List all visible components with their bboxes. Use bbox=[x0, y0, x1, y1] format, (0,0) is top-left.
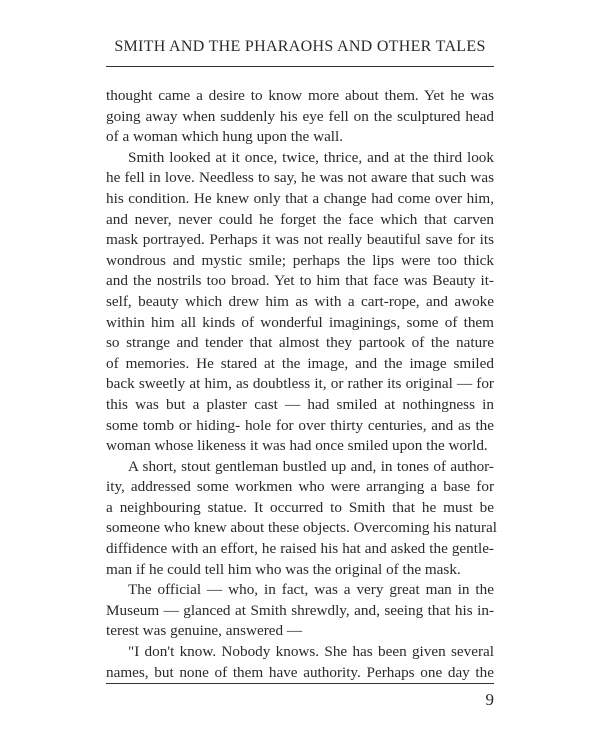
text-line: someone who knew about these objects. Overcoming his natural bbox=[106, 519, 497, 537]
text-line: terest was genuine, answered — bbox=[106, 622, 303, 640]
text-line: some tomb or hiding- hole for over thirty centuries, and as the bbox=[106, 416, 494, 434]
text-line: of a woman which hung upon the wall. bbox=[106, 128, 344, 146]
text-line: Smith looked at it once, twice, thrice, and at the third look bbox=[128, 148, 494, 166]
text-line: names, but none of them have authority. Perhaps one day the bbox=[106, 663, 494, 681]
running-head-title: SMITH AND THE PHARAOHS AND OTHER TALES bbox=[114, 38, 486, 55]
text-line: thought came a desire to know more about them. Yet he was bbox=[106, 87, 494, 104]
text-line: A short, stout gentleman bustled up and, in tones of author- bbox=[128, 457, 494, 475]
text-line: diffidence with an effort, he raised his hat and asked the gentle- bbox=[106, 540, 494, 558]
text-line: self, beauty which drew him as with a cart-rope, and awoke bbox=[106, 292, 494, 310]
text-line: of memories. He stared at the image, and the image smiled bbox=[106, 354, 494, 372]
text-line: wondrous and mystic smile; perhaps the lips were too thick bbox=[106, 251, 494, 269]
text-line: within him all kinds of wonderful imaginings, some of them bbox=[106, 313, 494, 331]
text-line: back sweetly at him, as doubtless it, or rather its original — for bbox=[106, 375, 494, 393]
text-line: woman whose likeness it was had once smiled upon the world. bbox=[106, 437, 488, 455]
text-line: "I don't know. Nobody knows. She has been given several bbox=[128, 643, 494, 661]
page-number: 9 bbox=[485, 690, 494, 709]
text-line: his condition. He knew only that a change had come over him, bbox=[106, 189, 494, 207]
text-line: this was but a plaster cast — had smiled at nothingness in bbox=[106, 395, 494, 413]
text-line: and the nostrils too broad. Yet to him that face was Beauty it- bbox=[106, 272, 494, 290]
text-line: The official — who, in fact, was a very great man in the bbox=[128, 581, 494, 599]
text-line: ity, addressed some workmen who were arranging a base for bbox=[106, 478, 494, 496]
text-line: a neighbouring statue. It occurred to Smith that he must be bbox=[106, 498, 494, 516]
text-line: he fell in love. Needless to say, he was not aware that such was bbox=[106, 169, 494, 187]
text-line: man if he could tell him who was the original of the mask. bbox=[106, 560, 461, 578]
text-line: so strange and tender that almost they partook of the nature bbox=[106, 334, 494, 352]
footer-rule bbox=[106, 683, 494, 684]
body-text bbox=[106, 86, 497, 683]
text-line: and never, never could he forget the face which that carven bbox=[106, 210, 494, 228]
text-line: Museum — glanced at Smith shrewdly, and, seeing that his in- bbox=[106, 601, 494, 619]
header-rule bbox=[106, 66, 494, 67]
text-line: mask portrayed. Perhaps it was not really beautiful save for its bbox=[106, 231, 494, 249]
text-line: going away when suddenly his eye fell on the sculptured head bbox=[106, 107, 494, 125]
